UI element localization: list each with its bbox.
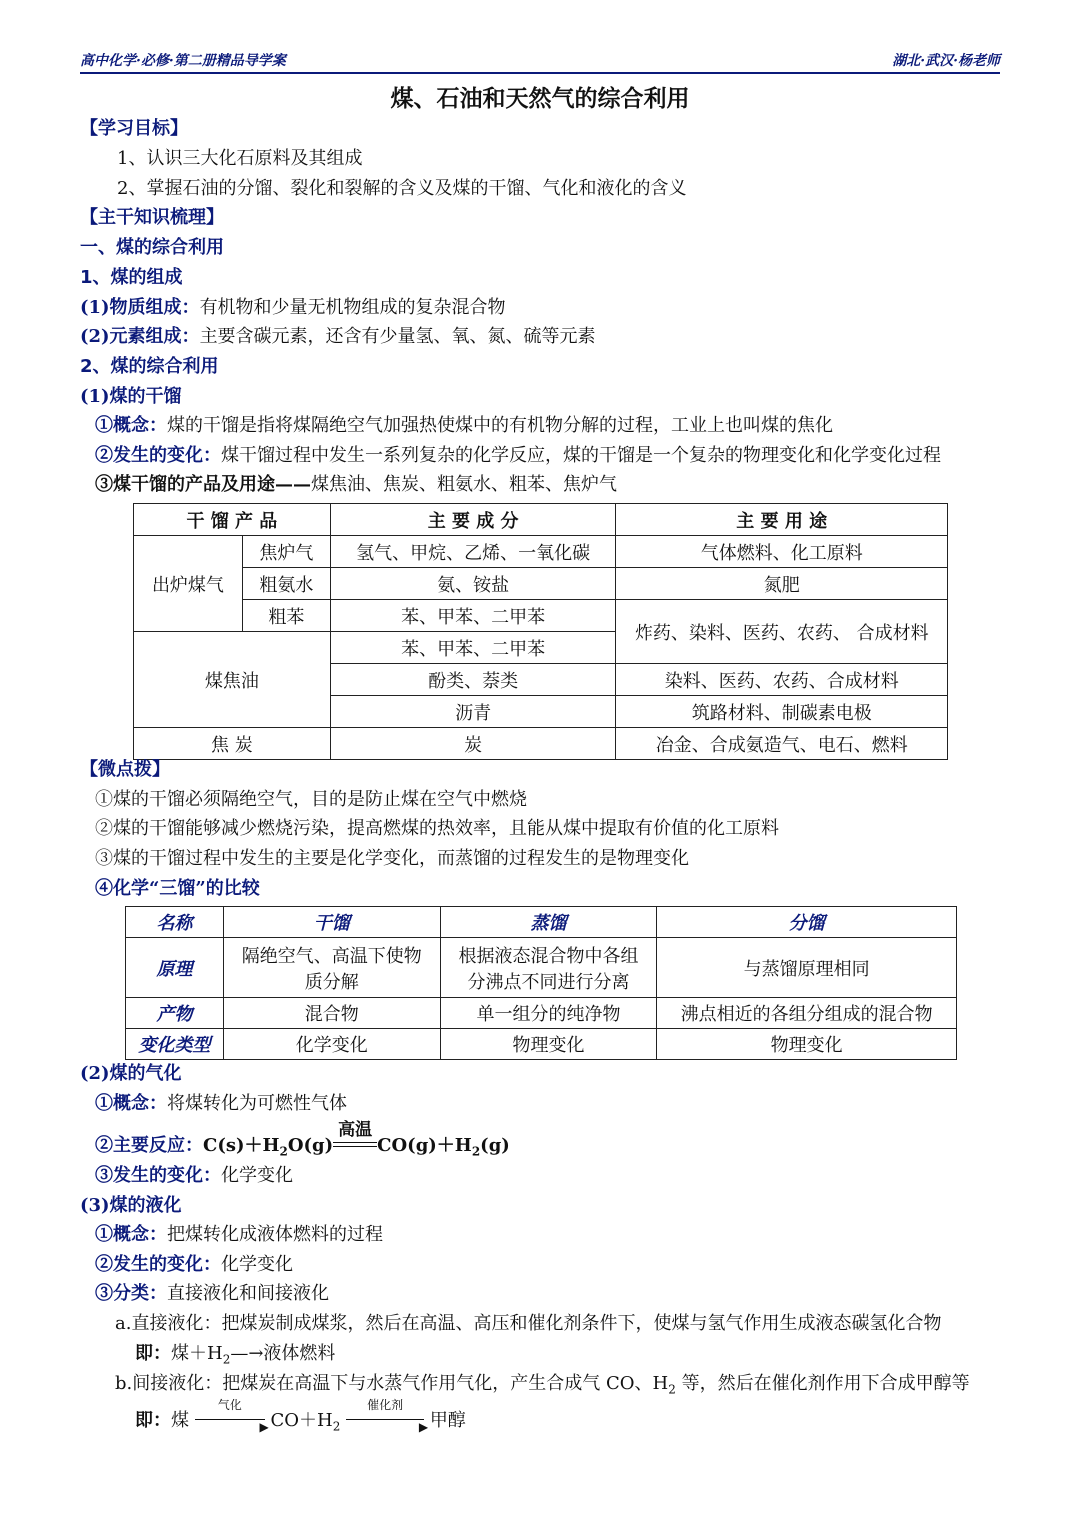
- text: 直接液化和间接液化: [167, 1283, 329, 1304]
- cell-group: 煤焦油: [134, 632, 331, 728]
- knowledge-heading: 【主干知识梳理】: [80, 207, 224, 228]
- eq-sub: 2: [279, 1144, 288, 1159]
- ji: 即：: [135, 1343, 171, 1364]
- liq-concept: [95, 1222, 383, 1248]
- equal-arrow: [333, 1120, 377, 1155]
- eq-sub: 2: [471, 1144, 481, 1159]
- eq-part: —→液体燃料: [230, 1343, 336, 1364]
- label: (2)元素组成：: [80, 326, 200, 347]
- label: ③煤干馏的产品及用途——: [95, 474, 311, 495]
- tips-heading: 【微点拨】: [80, 759, 170, 780]
- cell: 沸点相近的各组分组成的混合物: [657, 998, 957, 1029]
- text: 煤干馏过程中发生一系列复杂的化学反应，煤的干馏是一个复杂的物理变化和化学变化过程: [221, 445, 941, 466]
- tip-1: ①煤的干馏必须隔绝空气，目的是防止煤在空气中燃烧: [95, 789, 527, 810]
- eq-part: O(g): [287, 1135, 334, 1156]
- composition-element: [80, 324, 596, 350]
- cell: 混合物: [223, 998, 440, 1029]
- text: 主要含碳元素，还含有少量氢、氧、氮、硫等元素: [199, 326, 596, 347]
- text: 化学变化: [221, 1165, 293, 1186]
- text: 煤的干馏是指将煤隔绝空气加强热使煤中的有机物分解的过程，工业上也叫煤的焦化: [167, 415, 833, 436]
- th-use: 主 要 用 途: [616, 504, 948, 536]
- arrow-catalyst: 催化剂 ▶: [346, 1408, 424, 1434]
- eq-right: [377, 1135, 510, 1159]
- line: 隔绝空气、高温下使物: [241, 945, 422, 967]
- cell-comp: 氢气、甲烷、乙烯、一氧化碳: [330, 536, 616, 568]
- cell-comp: 氨、铵盐: [330, 568, 616, 600]
- liq-heading: (3)煤的液化: [80, 1195, 182, 1216]
- cell-use: 氮肥: [616, 568, 948, 600]
- cell-comp: 炭: [330, 728, 616, 760]
- eq-part: (g): [480, 1135, 510, 1156]
- text: b.间接液化：把煤炭在高温下与水蒸气作用气化，产生合成气 CO、H: [115, 1373, 669, 1394]
- text: 化学变化: [221, 1254, 293, 1275]
- tip-4: ④化学“三馏”的比较: [95, 878, 260, 899]
- th-product: 干 馏 产 品: [134, 504, 331, 536]
- liq-direct-eq: [135, 1341, 335, 1373]
- line: 质分解: [304, 971, 359, 993]
- dry-products-table: [133, 503, 948, 760]
- cell-sub: 粗苯: [242, 600, 330, 632]
- line: 分沸点不同进行分离: [467, 971, 630, 993]
- eq-sub: 2: [668, 1382, 676, 1397]
- cell: 化学变化: [223, 1029, 440, 1060]
- goals-heading: 【学习目标】: [80, 118, 188, 139]
- arrow-label: 催化剂: [367, 1398, 404, 1412]
- cell-sub: 粗氨水: [242, 568, 330, 600]
- th-dry: 干馏: [223, 907, 440, 938]
- three-distillation-table: [125, 906, 957, 1060]
- row-label: 产物: [126, 998, 224, 1029]
- liq-class: [95, 1281, 329, 1307]
- arrow-gasify: 气化 ▶: [195, 1408, 265, 1434]
- text: 有机物和少量无机物组成的复杂混合物: [199, 297, 506, 318]
- row-label: 原理: [126, 938, 224, 998]
- composition-material: [80, 295, 506, 321]
- section-1-title: 一、煤的综合利用: [80, 237, 224, 258]
- eq-part: C(s)＋H: [203, 1135, 280, 1156]
- gas-change: [95, 1163, 293, 1189]
- cell-use: 气体燃料、化工原料: [616, 536, 948, 568]
- cell-group: 焦 炭: [134, 728, 331, 760]
- label: ③分类：: [95, 1283, 167, 1304]
- gas-reaction: [95, 1120, 510, 1165]
- liq-change: [95, 1252, 293, 1278]
- th-distill: 蒸馏: [440, 907, 657, 938]
- dry-heading: (1)煤的干馏: [80, 386, 182, 407]
- label: ②发生的变化：: [95, 1254, 221, 1275]
- tip-2: ②煤的干馏能够减少燃烧污染，提高燃煤的热效率，且能从煤中提取有价值的化工原料: [95, 818, 779, 839]
- header-right: 湖北·武汉·杨老师: [892, 53, 1000, 69]
- cell-use: 染料、医药、农药、合成材料: [616, 664, 948, 696]
- liq-direct: a.直接液化：把煤炭制成煤浆，然后在高温、高压和催化剂条件下，使煤与氢气作用生成液态碳氢化合物: [115, 1313, 942, 1334]
- goal-2: 2、掌握石油的分馏、裂化和裂解的含义及煤的干馏、气化和液化的含义: [117, 178, 687, 199]
- gas-concept: [95, 1091, 347, 1117]
- header-divider: [80, 72, 1000, 74]
- label: ①概念：: [95, 415, 167, 436]
- text: 等，然后在催化剂作用下合成甲醇等: [675, 1373, 970, 1394]
- text: 煤焦油、焦炭、粗氨水、粗苯、焦炉气: [311, 474, 617, 495]
- cell-comp: 酚类、萘类: [330, 664, 616, 696]
- label: ①概念：: [95, 1224, 167, 1245]
- ji: 即：: [135, 1410, 171, 1431]
- cell-comp: 苯、甲苯、二甲苯: [330, 600, 616, 632]
- row-label: 变化类型: [126, 1029, 224, 1060]
- eq-part: CO＋H: [270, 1410, 333, 1431]
- dry-concept: [95, 413, 833, 439]
- th-component: 主 要 成 分: [330, 504, 616, 536]
- header-left: 高中化学·必修·第二册精品导学案: [80, 53, 286, 69]
- goal-1: 1、认识三大化石原料及其组成: [117, 148, 363, 169]
- line: 根据液态混合物中各组: [458, 945, 639, 967]
- eq-left: [203, 1135, 334, 1159]
- dry-change: [95, 443, 941, 469]
- text: 把煤转化成液体燃料的过程: [167, 1224, 383, 1245]
- section-1-2-title: 2、煤的综合利用: [80, 356, 219, 377]
- dry-products: [95, 472, 617, 498]
- cell: 物理变化: [657, 1029, 957, 1060]
- label: ②主要反应：: [95, 1135, 203, 1156]
- th-fraction: 分馏: [657, 907, 957, 938]
- cell: 物理变化: [440, 1029, 657, 1060]
- cell-use: 炸药、染料、医药、农药、 合成材料: [616, 600, 948, 664]
- page-title: 煤、石油和天然气的综合利用: [390, 86, 690, 112]
- cell: 与蒸馏原理相同: [657, 938, 957, 998]
- eq-part: 煤: [171, 1410, 189, 1431]
- cell: 单一组分的纯净物: [440, 998, 657, 1029]
- eq-part: CO(g)＋H: [377, 1135, 472, 1156]
- eq-sub: 2: [222, 1352, 231, 1367]
- cell-comp: 沥青: [330, 696, 616, 728]
- label: ②发生的变化：: [95, 445, 221, 466]
- liq-indirect-eq: [135, 1398, 466, 1440]
- label: ①概念：: [95, 1093, 167, 1114]
- cell: [440, 938, 657, 998]
- cell-use: 冶金、合成氨造气、电石、燃料: [616, 728, 948, 760]
- th-name: 名称: [126, 907, 224, 938]
- cell-comp: 苯、甲苯、二甲苯: [330, 632, 616, 664]
- text: 将煤转化为可燃性气体: [167, 1093, 347, 1114]
- section-1-1-title: 1、煤的组成: [80, 267, 183, 288]
- eq-condition: 高温: [338, 1120, 373, 1140]
- eq-part: 甲醇: [429, 1410, 466, 1431]
- gas-heading: (2)煤的气化: [80, 1063, 182, 1084]
- cell-group: 出炉煤气: [134, 536, 243, 632]
- cell-sub: 焦炉气: [242, 536, 330, 568]
- tip-3: ③煤的干馏过程中发生的主要是化学变化，而蒸馏的过程发生的是物理变化: [95, 848, 689, 869]
- eq-sub: 2: [332, 1419, 341, 1434]
- eq-part: 煤＋H: [171, 1343, 223, 1364]
- cell-use: 筑路材料、制碳素电极: [616, 696, 948, 728]
- label: ③发生的变化：: [95, 1165, 221, 1186]
- arrow-label: 气化: [217, 1398, 242, 1412]
- label: (1)物质组成：: [80, 297, 200, 318]
- cell: [223, 938, 440, 998]
